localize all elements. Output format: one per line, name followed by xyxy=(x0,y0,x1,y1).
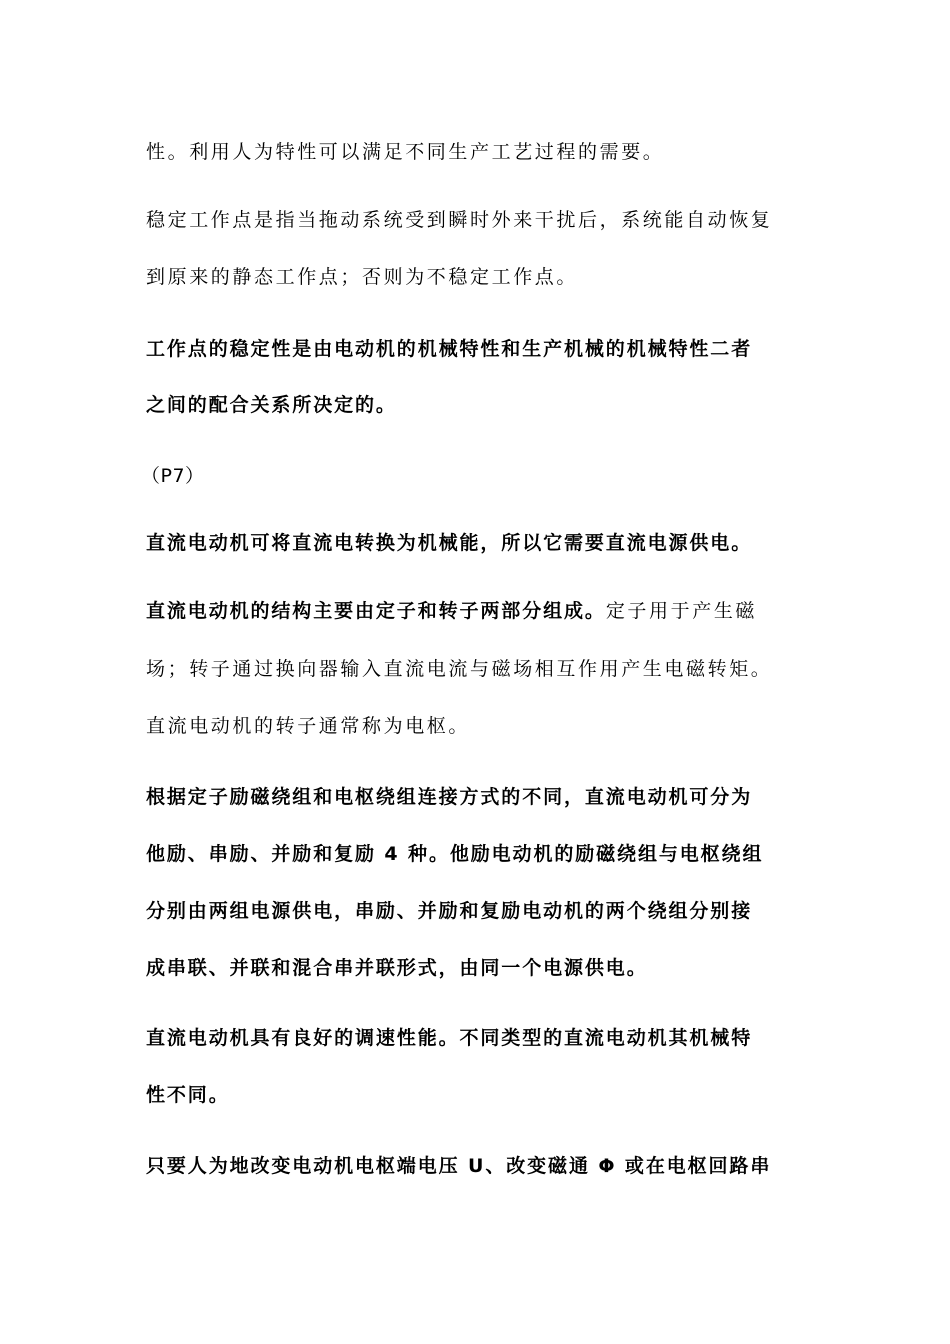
page-reference: （P7） xyxy=(141,465,205,487)
text-line-15: 直流电动机具有良好的调速性能。不同类型的直流电动机其机械特 xyxy=(146,1027,753,1049)
text-line-17: 只要人为地改变电动机电枢端电压 U、改变磁通 Φ 或在电枢回路串 xyxy=(146,1155,772,1177)
text-line-8-regular: 定子用于产生磁 xyxy=(605,600,758,622)
text-line-10: 直流电动机的转子通常称为电枢。 xyxy=(146,715,471,737)
text-line-8 xyxy=(146,597,757,625)
text-line-12: 他励、串励、并励和复励 4 种。他励电动机的励磁绕组与电枢绕组 xyxy=(146,843,764,865)
text-line-7: 直流电动机可将直流电转换为机械能，所以它需要直流电源供电。 xyxy=(146,532,753,554)
text-line-5: 之间的配合关系所决定的。 xyxy=(146,394,397,416)
text-line-3: 到原来的静态工作点；否则为不稳定工作点。 xyxy=(146,266,579,288)
text-line-14: 成串联、并联和混合串并联形式，由同一个电源供电。 xyxy=(146,957,648,979)
text-line-11: 根据定子励磁绕组和电枢绕组连接方式的不同，直流电动机可分为 xyxy=(146,786,753,808)
text-line-13: 分别由两组电源供电，串励、并励和复励电动机的两个绕组分别接 xyxy=(146,900,753,922)
text-line-8-bold: 直流电动机的结构主要由定子和转子两部分组成。 xyxy=(146,600,606,622)
text-line-16: 性不同。 xyxy=(146,1084,230,1106)
text-line-2: 稳定工作点是指当拖动系统受到瞬时外来干扰后，系统能自动恢复 xyxy=(146,209,773,231)
text-line-1: 性。利用人为特性可以满足不同生产工艺过程的需要。 xyxy=(146,141,665,163)
text-line-9: 场；转子通过换向器输入直流电流与磁场相互作用产生电磁转矩。 xyxy=(146,658,773,680)
text-line-4: 工作点的稳定性是由电动机的机械特性和生产机械的机械特性二者 xyxy=(146,338,753,360)
